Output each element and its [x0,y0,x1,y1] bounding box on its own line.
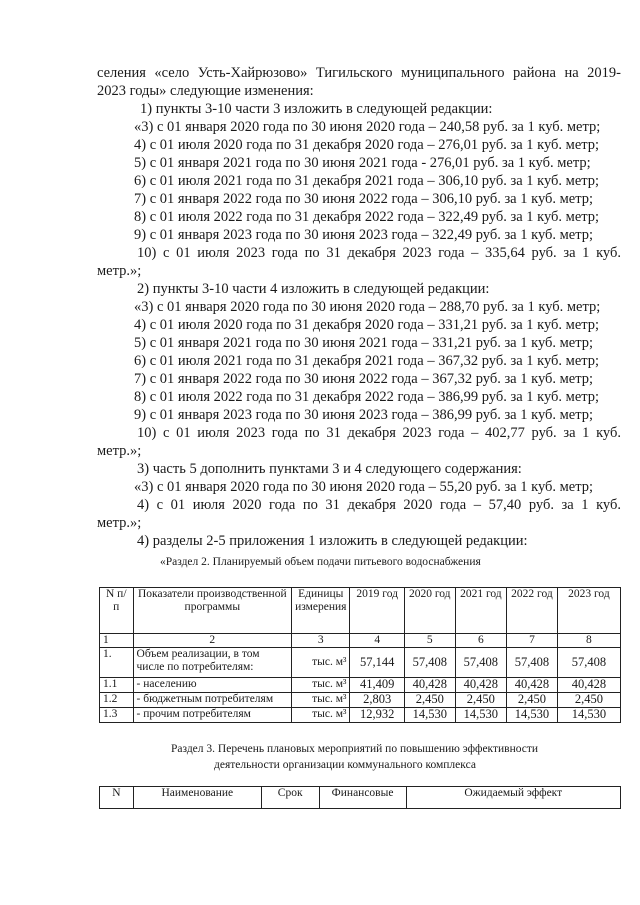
header-finance: Финансовые [319,787,406,809]
list-item: 5) с 01 января 2021 года по 30 июня 2021 года - 276,01 руб. за 1 куб. метр; [134,155,591,171]
table-row [100,708,621,723]
list-item: 6) с 01 июля 2021 года по 31 декабря 2021 года – 306,10 руб. за 1 куб. метр; [134,173,600,189]
row-number: 1.2 [100,693,134,708]
row-value: 14,530 [507,708,558,723]
header-unit: Единицы измерения [292,588,350,634]
list-item: 9) с 01 января 2023 года по 30 июня 2023 года – 386,99 руб. за 1 куб. метр; [134,407,594,423]
row-value: 2,450 [455,693,507,708]
list-item: 10) с 01 июля 2023 года по 31 декабря 2023 года – 335,64 руб. за 1 куб. [137,245,621,261]
header-year: 2020 год [404,588,455,634]
row-indicator: - населению [133,678,292,693]
list-item: 4) с 01 июля 2020 года по 31 декабря 2020 года – 276,01 руб. за 1 куб. метр; [134,137,600,153]
column-number: 5 [404,634,455,648]
header-indicator: Показатели производственной программы [133,588,292,634]
paragraph-heading: 4) разделы 2-5 приложения 1 изложить в следующей редакции: [137,533,528,549]
row-value: 41,409 [350,678,404,693]
column-number: 8 [557,634,620,648]
text-line: селения «село Усть-Хайрюзово» Тигильского муниципального района на 2019- [97,65,621,81]
column-number: 1 [100,634,134,648]
row-value: 2,803 [350,693,404,708]
row-indicator: - бюджетным потребителям [133,693,292,708]
row-indicator: Объем реализации, в том числе по потребителям: [133,648,292,678]
list-item: 7) с 01 января 2022 года по 30 июня 2022 года – 306,10 руб. за 1 куб. метр; [134,191,594,207]
header-year: 2021 год [455,588,507,634]
row-value: 57,144 [350,648,404,678]
column-number: 6 [455,634,507,648]
header-term: Срок [261,787,319,809]
list-item: 4) с 01 июля 2020 года по 31 декабря 2020 года – 57,40 руб. за 1 куб. [137,497,621,513]
row-value: 57,408 [557,648,620,678]
row-value: 57,408 [507,648,558,678]
table-header-row [100,787,621,809]
list-item: 4) с 01 июля 2020 года по 31 декабря 2020 года – 331,21 руб. за 1 куб. метр; [134,317,600,333]
list-item: 8) с 01 июля 2022 года по 31 декабря 2022 года – 322,49 руб. за 1 куб. метр; [134,209,600,225]
column-number: 3 [292,634,350,648]
column-number-row [100,634,621,648]
row-number: 1.1 [100,678,134,693]
list-item: 7) с 01 января 2022 года по 30 июня 2022 года – 367,32 руб. за 1 куб. метр; [134,371,594,387]
list-item: 8) с 01 июля 2022 года по 31 декабря 2022 года – 386,99 руб. за 1 куб. метр; [134,389,600,405]
row-value: 57,408 [455,648,507,678]
list-item: «3) с 01 января 2020 года по 30 июня 2020 года – 240,58 руб. за 1 куб. метр; [134,119,601,135]
text-line: 2023 годы» следующие изменения: [97,83,314,99]
section-3-title: деятельности организации коммунального комплекса [214,759,476,771]
text-line: метр.»; [97,443,142,459]
table-header-row [100,588,621,634]
row-value: 14,530 [455,708,507,723]
list-item: «3) с 01 января 2020 года по 30 июня 2020 года – 55,20 руб. за 1 куб. метр; [134,479,594,495]
header-name: Наименование [133,787,261,809]
header-year: 2019 год [350,588,404,634]
row-value: 40,428 [557,678,620,693]
row-unit: тыс. м³ [292,708,350,723]
paragraph-heading: 2) пункты 3-10 части 4 изложить в следующей редакции: [137,281,490,297]
table-row [100,693,621,708]
row-indicator: - прочим потребителям [133,708,292,723]
row-value: 57,408 [404,648,455,678]
column-number: 7 [507,634,558,648]
row-unit: тыс. м³ [292,678,350,693]
list-item: 6) с 01 июля 2021 года по 31 декабря 2021 года – 367,32 руб. за 1 куб. метр; [134,353,600,369]
header-n: N п/п [100,588,134,634]
column-number: 4 [350,634,404,648]
row-value: 40,428 [404,678,455,693]
table-row [100,678,621,693]
header-effect: Ожидаемый эффект [406,787,620,809]
row-value: 2,450 [507,693,558,708]
list-item: 9) с 01 января 2023 года по 30 июня 2023 года – 322,49 руб. за 1 куб. метр; [134,227,594,243]
table-row [100,648,621,678]
row-value: 14,530 [404,708,455,723]
header-year: 2022 год [507,588,558,634]
text-line: метр.»; [97,515,142,531]
row-value: 12,932 [350,708,404,723]
list-item: «3) с 01 января 2020 года по 30 июня 2020 года – 288,70 руб. за 1 куб. метр; [134,299,601,315]
row-value: 2,450 [557,693,620,708]
paragraph-heading: 3) часть 5 дополнить пунктами 3 и 4 следующего содержания: [137,461,522,477]
row-unit: тыс. м³ [292,648,350,678]
header-n: N [100,787,134,809]
paragraph-heading: 1) пункты 3-10 части 3 изложить в следующей редакции: [140,101,493,117]
row-number: 1. [100,648,134,678]
volume-table [99,587,621,723]
column-number: 2 [133,634,292,648]
row-value: 2,450 [404,693,455,708]
row-value: 40,428 [507,678,558,693]
section-3-title: Раздел 3. Перечень плановых мероприятий по повышению эффективности [171,743,539,755]
text-line: метр.»; [97,263,142,279]
row-value: 40,428 [455,678,507,693]
row-number: 1.3 [100,708,134,723]
row-unit: тыс. м³ [292,693,350,708]
measures-table [99,786,621,809]
header-year: 2023 год [557,588,620,634]
list-item: 5) с 01 января 2021 года по 30 июня 2021 года – 331,21 руб. за 1 куб. метр; [134,335,594,351]
list-item: 10) с 01 июля 2023 года по 31 декабря 2023 года – 402,77 руб. за 1 куб. [137,425,621,441]
section-2-title: «Раздел 2. Планируемый объем подачи питьевого водоснабжения [160,556,481,568]
row-value: 14,530 [557,708,620,723]
